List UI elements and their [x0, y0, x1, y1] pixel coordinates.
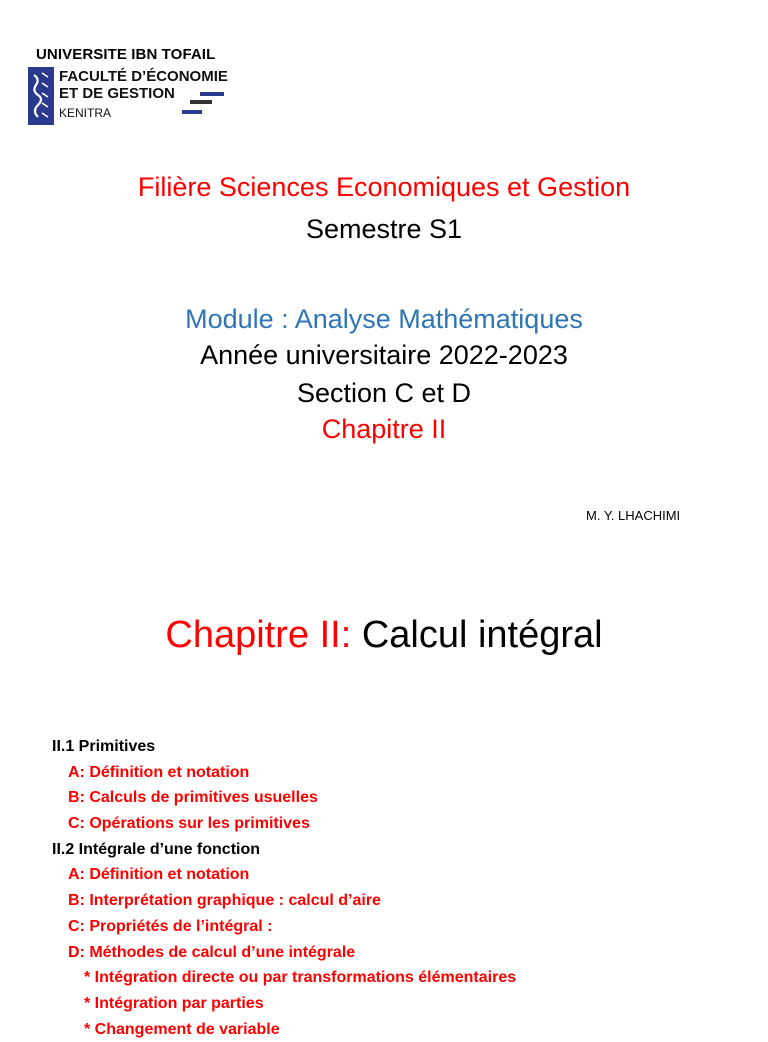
toc-item: * Changement de variable	[84, 1020, 280, 1038]
toc-item: B: Interprétation graphique : calcul d’aire	[68, 892, 381, 910]
table-of-contents	[52, 734, 516, 1042]
module-heading: Module : Analyse Mathématiques	[185, 304, 583, 334]
section-label: Section C et D	[296, 378, 472, 408]
chapter-title-number: Chapitre II:	[165, 614, 352, 656]
toc-item: C: Opérations sur les primitives	[68, 815, 310, 833]
faculty-line-2: ET DE GESTION	[59, 85, 175, 102]
toc-item: II.1 Primitives	[52, 738, 156, 755]
toc-item: * Intégration par parties	[84, 994, 264, 1012]
logo-bars-icon	[180, 90, 226, 120]
toc-item: A: Définition et notation	[68, 866, 250, 884]
faculty-line-1: FACULTÉ D’ÉCONOMIE	[59, 68, 228, 85]
academic-year: Année universitaire 2022-2023	[200, 340, 568, 370]
toc-item: B: Calculs de primitives usuelles	[68, 789, 318, 807]
chapter-label: Chapitre II	[321, 414, 447, 444]
author-name: M. Y. LHACHIMI	[586, 508, 681, 523]
toc-item: C: Propriétés de l’intégral :	[68, 917, 273, 935]
toc-item: II.2 Intégrale d’une fonction	[52, 840, 261, 858]
semestre-heading: Semestre S1	[305, 214, 463, 244]
university-emblem-icon	[28, 67, 54, 125]
toc-item: * Intégration directe ou par transformations élémentaires	[84, 969, 517, 987]
university-name: UNIVERSITE IBN TOFAIL	[36, 46, 216, 63]
toc-item: A: Définition et notation	[68, 763, 250, 781]
faculty-city: KENITRA	[59, 106, 112, 120]
toc-item: D: Méthodes de calcul d’une intégrale	[68, 943, 356, 961]
chapter-title	[0, 614, 768, 657]
filiere-heading: Filière Sciences Economiques et Gestion	[137, 172, 631, 202]
chapter-title-text: Calcul intégral	[351, 614, 603, 656]
